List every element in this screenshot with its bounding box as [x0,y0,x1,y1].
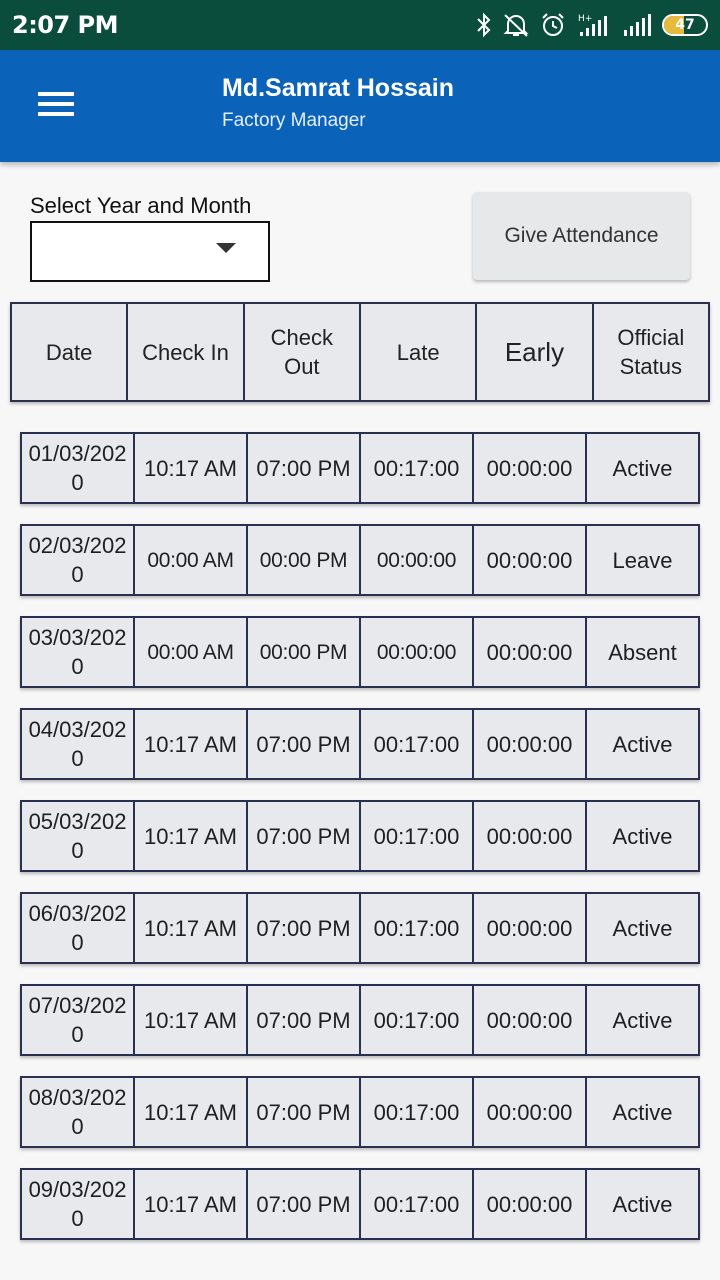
attendance-row[interactable] [20,1076,700,1148]
cell-early: 00:00:00 [474,986,587,1054]
cell-check-out: 07:00 PM [248,802,361,870]
attendance-list [20,432,700,1260]
cell-check-in: 00:00 AM [135,526,248,594]
cell-early: 00:00:00 [474,1170,587,1238]
signal-h-plus-icon [576,12,612,38]
status-bar [0,0,720,50]
cell-late: 00:17:00 [361,894,474,962]
cell-status: Active [612,1191,673,1217]
signal-icon [622,12,652,38]
cell-status: Active [612,823,673,849]
dropdown-arrow-icon [216,243,236,253]
cell-check-out: 00:00 PM [248,526,361,594]
cell-early: 00:00:00 [474,802,587,870]
battery-icon [662,14,708,36]
cell-status: Active [612,1099,673,1125]
cell-check-out: 00:00 PM [248,618,361,686]
cell-status: Active [612,1007,673,1033]
header-date: Date [12,304,128,400]
cell-early: 00:00:00 [474,710,587,778]
attendance-row[interactable] [20,524,700,596]
cell-early: 00:00:00 [474,894,587,962]
cell-check-in: 10:17 AM [135,894,248,962]
cell-check-in: 10:17 AM [135,986,248,1054]
cell-late: 00:17:00 [361,986,474,1054]
battery-level: 47 [675,17,695,33]
attendance-row[interactable] [20,616,700,688]
cell-check-out: 07:00 PM [248,434,361,502]
attendance-row[interactable] [20,984,700,1056]
attendance-row[interactable] [20,892,700,964]
cell-late: 00:17:00 [361,802,474,870]
year-month-dropdown[interactable] [30,221,270,282]
cell-status: Active [612,455,673,481]
cell-late: 00:17:00 [361,434,474,502]
cell-date: 05/03/2020 [22,802,135,870]
user-name: Md.Samrat Hossain [222,74,455,102]
cell-check-out: 07:00 PM [248,1078,361,1146]
cell-date: 08/03/2020 [22,1078,135,1146]
app-bar [0,50,720,162]
attendance-header-row [10,302,710,402]
cell-late: 00:17:00 [361,1078,474,1146]
give-attendance-button[interactable]: Give Attendance [473,192,690,280]
cell-check-in: 10:17 AM [135,710,248,778]
cell-check-out: 07:00 PM [248,986,361,1054]
cell-early: 00:00:00 [474,434,587,502]
cell-date: 02/03/2020 [22,526,135,594]
bluetooth-icon [476,12,492,38]
cell-status: Active [612,731,673,757]
header-check-out: Check Out [245,304,361,400]
cell-check-in: 00:00 AM [135,618,248,686]
cell-check-out: 07:00 PM [248,710,361,778]
cell-date: 01/03/2020 [22,434,135,502]
status-time: 2:07 PM [12,11,119,39]
cell-check-in: 10:17 AM [135,1170,248,1238]
attendance-row[interactable] [20,800,700,872]
header-official-status: Official Status [617,325,685,379]
cell-check-out: 07:00 PM [248,1170,361,1238]
cell-early: 00:00:00 [474,618,587,686]
cell-status: Leave [612,547,673,573]
select-year-month-label: Select Year and Month [30,193,252,218]
status-icons [476,10,708,40]
cell-early: 00:00:00 [474,526,587,594]
cell-date: 04/03/2020 [22,710,135,778]
cell-late: 00:00:00 [361,526,474,594]
cell-late: 00:00:00 [361,618,474,686]
alarm-off-icon [502,12,530,38]
cell-date: 06/03/2020 [22,894,135,962]
attendance-row[interactable] [20,432,700,504]
user-role: Factory Manager [222,110,366,131]
cell-early: 00:00:00 [474,1078,587,1146]
svg-text:H+: H+ [578,14,593,24]
cell-late: 00:17:00 [361,710,474,778]
cell-date: 09/03/2020 [22,1170,135,1238]
header-early: Early [477,304,593,400]
cell-date: 07/03/2020 [22,986,135,1054]
cell-check-in: 10:17 AM [135,434,248,502]
cell-late: 00:17:00 [361,1170,474,1238]
cell-check-in: 10:17 AM [135,1078,248,1146]
hamburger-menu-icon[interactable] [36,88,76,120]
cell-check-out: 07:00 PM [248,894,361,962]
attendance-row[interactable] [20,1168,700,1240]
cell-check-in: 10:17 AM [135,802,248,870]
cell-date: 03/03/2020 [22,618,135,686]
cell-status: Active [612,915,673,941]
cell-status: Absent [608,639,677,665]
attendance-row[interactable] [20,708,700,780]
header-check-in: Check In [128,304,244,400]
header-late: Late [361,304,477,400]
alarm-icon [540,12,566,38]
